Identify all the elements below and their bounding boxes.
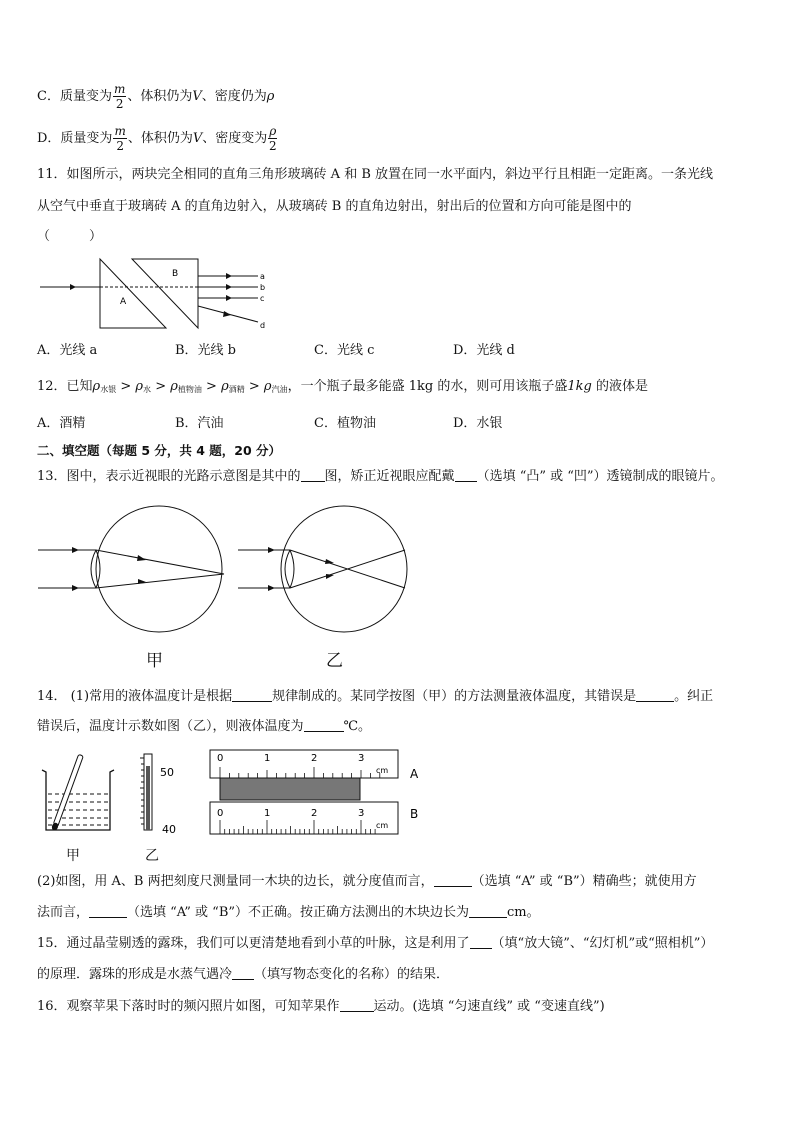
blank[interactable] bbox=[636, 689, 674, 702]
ruler-a-tick-2: 2 bbox=[311, 753, 318, 764]
q11-prism-diagram bbox=[36, 254, 276, 334]
q12-kg: 1kg bbox=[567, 379, 592, 394]
q12-prefix: 12．已知 bbox=[37, 379, 93, 394]
ruler-b-label: B bbox=[410, 807, 419, 821]
fraction-m-over-2 bbox=[113, 82, 126, 111]
symbol-rho: ρ bbox=[92, 379, 101, 394]
q14-l3a: (2)如图，用 A、B 两把刻度尺测量同一木块的边长，就分度值而言， bbox=[37, 874, 434, 889]
frac-den: 2 bbox=[116, 139, 124, 153]
q11-stem-line2: 从空气中垂直于玻璃砖 A 的直角边射入，从玻璃砖 B 的直角边射出，射出后的位置和方向可能是图中的 bbox=[37, 199, 632, 214]
symbol-rho: ρ bbox=[266, 89, 275, 104]
q15-l1a: 15．通过晶莹剔透的露珠，我们可以更清楚地看到小草的叶脉，这是利用了 bbox=[37, 936, 470, 951]
symbol-rho: ρ bbox=[263, 379, 272, 394]
q14-l1a: 14． (1)常用的液体温度计是根据 bbox=[37, 689, 233, 704]
q13-part3: （选填 “凸” 或 “凹”）透镜制成的眼镜片。 bbox=[476, 469, 724, 484]
gt-sign: > bbox=[120, 379, 132, 394]
q14-l2b: ℃。 bbox=[343, 719, 372, 734]
blank[interactable] bbox=[469, 905, 507, 918]
q11-option-d: D．光线 d bbox=[453, 343, 515, 358]
fraction-rho-over-2 bbox=[268, 124, 277, 153]
frac-den: 2 bbox=[268, 139, 277, 153]
caption-yi: 乙 bbox=[326, 651, 343, 671]
q15-l2b: （填写物态变化的名称）的结果． bbox=[254, 967, 450, 982]
blank[interactable] bbox=[232, 689, 272, 702]
q14-l1b: 规律制成的。某同学按图（甲）的方法测量液体温度，其错误是 bbox=[272, 689, 637, 704]
frac-num: m bbox=[113, 82, 126, 96]
blank[interactable] bbox=[301, 469, 325, 482]
blank[interactable] bbox=[232, 967, 254, 980]
blank[interactable] bbox=[89, 905, 127, 918]
blank[interactable] bbox=[470, 936, 492, 949]
gt-sign: > bbox=[155, 379, 167, 394]
q14-l1c: 。纠正 bbox=[674, 689, 714, 704]
sub-alcohol: 酒精 bbox=[228, 385, 245, 394]
q13-part2: 图，矫正近视眼应配戴 bbox=[324, 469, 455, 484]
q11-answer-paren: （ ） bbox=[37, 229, 103, 244]
q14-line3 bbox=[37, 873, 697, 891]
thermometer-40-label: 40 bbox=[162, 823, 176, 836]
beaker-diagram bbox=[38, 748, 118, 838]
q12-suffix-a: ，一个瓶子最多能盛 1kg 的水，则可用该瓶子盛 bbox=[287, 379, 568, 394]
frac-num: ρ bbox=[269, 124, 277, 138]
q12-option-a: A．酒精 bbox=[37, 416, 86, 431]
blank[interactable] bbox=[455, 469, 477, 482]
q12-stem bbox=[37, 378, 648, 399]
q11-stem-line1: 11．如图所示，两块完全相同的直角三角形玻璃砖 A 和 B 放置在同一水平面内，斜边平行且相距一定距离。一条光线 bbox=[37, 167, 714, 182]
sub-mercury: 水银 bbox=[100, 385, 117, 394]
gt-sign: > bbox=[206, 379, 217, 394]
label-prism-b: B bbox=[172, 269, 179, 279]
eye-diagram-yi bbox=[238, 505, 438, 635]
q10-option-c bbox=[37, 82, 274, 111]
eye-diagram-jia bbox=[38, 505, 238, 635]
option-d-mid2: 、密度变为 bbox=[202, 131, 268, 146]
fraction-m-over-2 bbox=[113, 124, 126, 153]
label-ray-b: b bbox=[260, 283, 266, 292]
wood-block bbox=[220, 778, 360, 800]
q16-l1a: 16．观察苹果下落时时的频闪照片如图，可知苹果作 bbox=[37, 999, 340, 1014]
section-title: 二、填空题（每题 5 分，共 4 题，20 分） bbox=[37, 443, 282, 458]
thermometer-diagram bbox=[138, 752, 188, 836]
caption-beaker-jia: 甲 bbox=[66, 848, 80, 864]
ruler-a-tick-1: 1 bbox=[264, 753, 271, 764]
ruler-a-unit: cm bbox=[376, 766, 389, 775]
q15-line1 bbox=[37, 935, 713, 953]
label-prism-a: A bbox=[120, 297, 127, 307]
q15-l1b: （填“放大镜”、“幻灯机”或“照相机”） bbox=[491, 936, 714, 951]
option-c-text: C．质量变为 bbox=[37, 89, 112, 104]
gt-sign: > bbox=[248, 379, 260, 394]
q14-l4b: （选填 “A” 或 “B”）不正确。按正确方法测出的木块边长为 bbox=[127, 905, 470, 920]
frac-num: m bbox=[114, 124, 126, 138]
q12-suffix-b: 的液体是 bbox=[595, 379, 648, 394]
q14-l3b: （选填 “A” 或 “B”）精确些；就使用方 bbox=[471, 874, 697, 889]
symbol-v: V bbox=[192, 89, 202, 104]
caption-jia: 甲 bbox=[146, 651, 163, 671]
q14-l4a: 法而言， bbox=[37, 905, 90, 920]
q13-stem bbox=[37, 468, 724, 486]
label-ray-a: a bbox=[260, 272, 265, 281]
blank[interactable] bbox=[434, 874, 472, 887]
ruler-diagram bbox=[206, 748, 426, 838]
q15-l2a: 的原理．露珠的形成是水蒸气遇冷 bbox=[37, 967, 233, 982]
ruler-b-tick-0: 0 bbox=[217, 808, 224, 819]
q12-option-d: D．水银 bbox=[453, 416, 503, 431]
q12-option-b: B．汽油 bbox=[175, 416, 224, 431]
ruler-a-label: A bbox=[410, 767, 419, 781]
ruler-b-tick-3: 3 bbox=[358, 808, 365, 819]
ruler-b-tick-2: 2 bbox=[311, 808, 318, 819]
q14-l2a: 错误后，温度计示数如图（乙），则液体温度为 bbox=[37, 719, 304, 734]
symbol-rho: ρ bbox=[170, 379, 178, 394]
label-ray-c: c bbox=[260, 294, 265, 303]
ruler-a-tick-3: 3 bbox=[358, 753, 365, 764]
sub-oil: 植物油 bbox=[177, 385, 202, 394]
symbol-rho: ρ bbox=[221, 379, 229, 394]
q15-line2 bbox=[37, 966, 449, 984]
q12-option-c: C．植物油 bbox=[314, 416, 376, 431]
q11-option-a: A．光线 a bbox=[37, 343, 98, 358]
sub-water: 水 bbox=[143, 385, 152, 394]
q10-option-d bbox=[37, 124, 278, 153]
q11-option-b: B．光线 b bbox=[175, 343, 237, 358]
q16-l1b: 运动。(选填 “匀速直线” 或 “变速直线”) bbox=[373, 999, 605, 1014]
q16-line1 bbox=[37, 998, 605, 1016]
option-d-text: D．质量变为 bbox=[37, 131, 113, 146]
q11-option-c: C．光线 c bbox=[314, 343, 375, 358]
q14-line1 bbox=[37, 688, 713, 706]
symbol-v: V bbox=[192, 131, 203, 146]
ruler-b-unit: cm bbox=[376, 821, 389, 830]
ruler-b-tick-1: 1 bbox=[264, 808, 271, 819]
sub-gasoline: 汽油 bbox=[271, 385, 288, 394]
q14-l4c: cm。 bbox=[507, 905, 540, 920]
frac-den: 2 bbox=[115, 97, 124, 111]
blank[interactable] bbox=[340, 999, 374, 1012]
label-ray-d: d bbox=[260, 321, 266, 330]
option-d-mid: 、体积仍为 bbox=[127, 131, 193, 146]
q14-line4 bbox=[37, 904, 540, 922]
blank[interactable] bbox=[304, 719, 344, 732]
option-c-mid2: 、密度仍为 bbox=[201, 89, 267, 104]
ruler-a-tick-0: 0 bbox=[217, 753, 224, 764]
q13-part1: 13．图中，表示近视眼的光路示意图是其中的 bbox=[37, 469, 301, 484]
q14-line2 bbox=[37, 718, 371, 736]
symbol-rho: ρ bbox=[135, 379, 144, 394]
option-c-mid: 、体积仍为 bbox=[127, 89, 193, 104]
thermometer-50-label: 50 bbox=[160, 766, 174, 779]
caption-thermometer-yi: 乙 bbox=[145, 848, 159, 864]
